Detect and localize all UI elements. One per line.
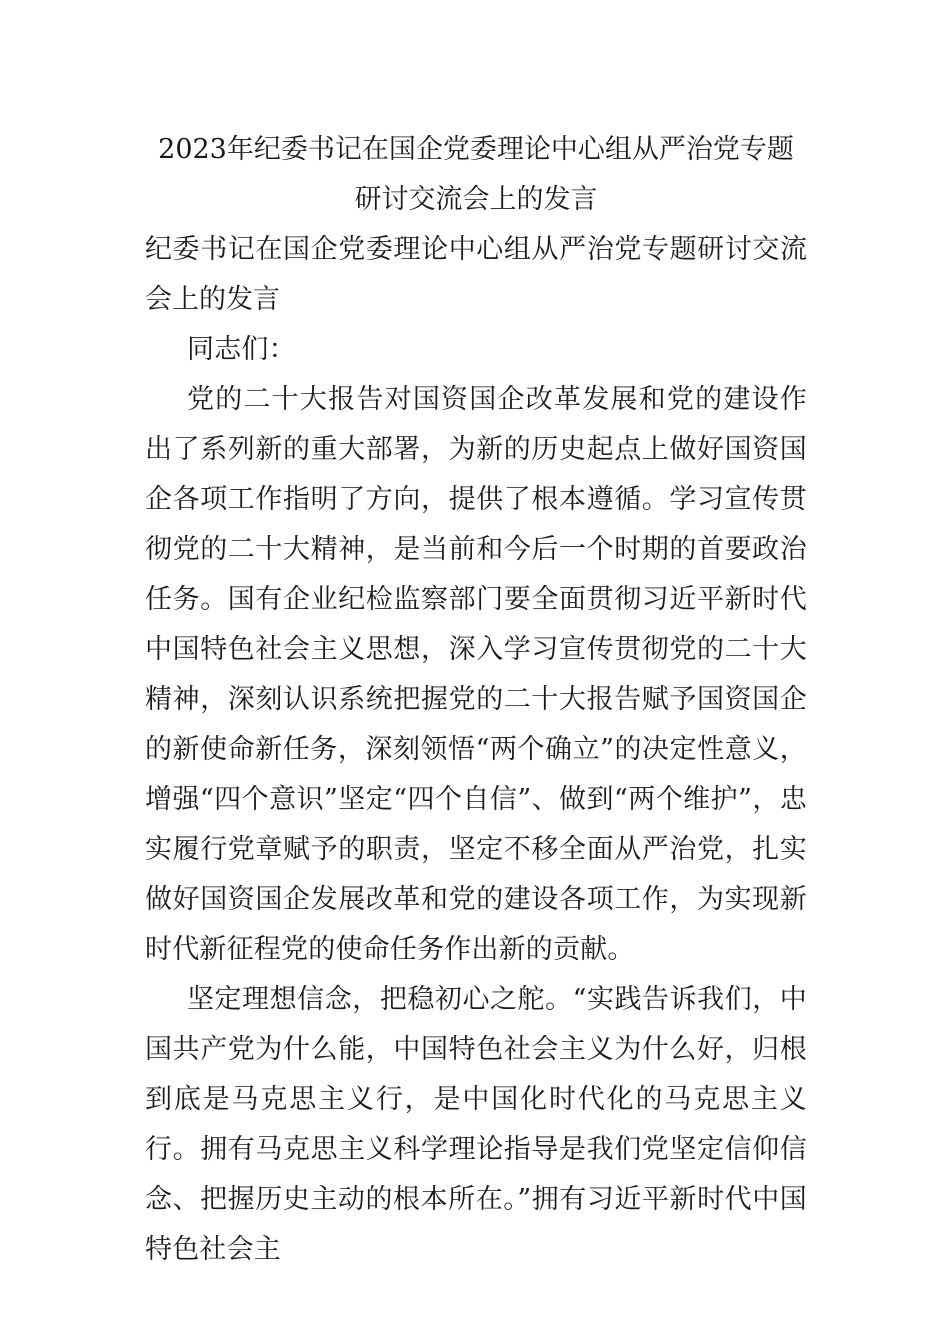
document-subtitle: 纪委书记在国企党委理论中心组从严治党专题研讨交流会上的发言 (145, 234, 807, 315)
paragraph-2: 坚定理想信念，把稳初心之舵。“实践告诉我们，中国共产党为什么能，中国特色社会主义为什么好，归根到底是马克思主义行，是中国化时代化的马克思主义行。拥有马克思主义科学理论指导是我们党坚定信仰信念、把握历史主动的根本所在。”拥有习近平新时代中国特色社会主 (145, 984, 807, 1265)
document-page (145, 125, 807, 1275)
salutation: 同志们： (187, 334, 296, 365)
document-title: 2023年纪委书记在国企党委理论中心组从严治党专题研讨交流会上的发言 (158, 134, 794, 215)
paragraph-1: 党的二十大报告对国资国企改革发展和党的建设作出了系列新的重大部署，为新的历史起点上做好国资国企各项工作指明了方向，提供了根本遵循。学习宣传贯彻党的二十大精神，是当前和今后一个时期的首要政治任务。国有企业纪检监察部门要全面贯彻习近平新时代中国特色社会主义思想，深入学习宣传贯彻党的二十大精神，深刻认识系统把握党的二十大报告赋予国资国企的新使命新任务，深刻领悟“两个确立”的决定性意义，增强“四个意识”坚定“四个自信”、做到“两个维护”，忠实履行党章赋予的职责，坚定不移全面从严治党，扎实做好国资国企发展改革和党的建设各项工作，为实现新时代新征程党的使命任务作出新的贡献。 (145, 384, 807, 965)
